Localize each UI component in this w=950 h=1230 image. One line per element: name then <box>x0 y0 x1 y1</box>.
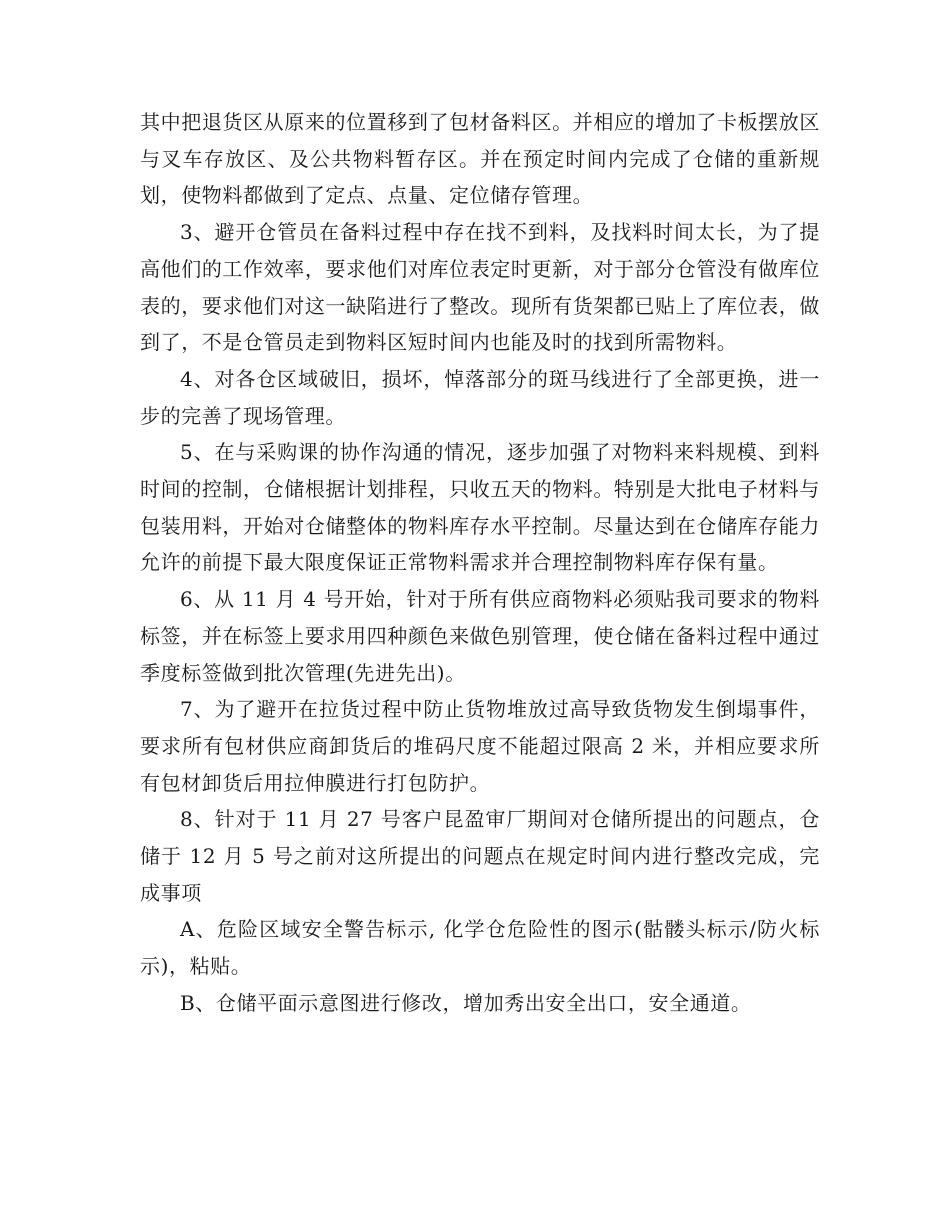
document-body <box>140 104 820 1022</box>
paragraph-item-5: 5、在与采购课的协作沟通的情况，逐步加强了对物料来料规模、到料时间的控制，仓储根据计划排程，只收五天的物料。特别是大批电子材料与包装用料，开始对仓储整体的物料库存水平控制。尽量达到在仓储库存能力允许的前提下最大限度保证正常物料需求并合理控制物料库存保有量。 <box>140 440 820 575</box>
paragraph-item-b: B、仓储平面示意图进行修改，增加秀出安全出口，安全通道。 <box>180 990 752 1015</box>
paragraph-item-7: 7、为了避开在拉货过程中防止货物堆放过高导致货物发生倒塌事件，要求所有包材供应商卸货后的堆码尺度不能超过限高 2 米，并相应要求所有包材卸货后用拉伸膜进行打包防护。 <box>140 697 820 795</box>
paragraph-item-a: A、危险区域安全警告标示, 化学仓危险性的图示(骷髅头标示/防火标示)，粘贴。 <box>140 917 820 979</box>
paragraph-item-6: 6、从 11 月 4 号开始，针对于所有供应商物料必须贴我司要求的物料标签，并在标签上要求用四种颜色来做色别管理，使仓储在备料过程中通过季度标签做到批次管理(先进先出)。 <box>140 587 820 685</box>
paragraph-item-4: 4、对各仓区域破旧，损坏，悼落部分的斑马线进行了全部更换，进一步的完善了现场管理。 <box>140 366 820 428</box>
paragraph-item-3: 3、避开仓管员在备料过程中存在找不到料，及找料时间太长，为了提高他们的工作效率，要求他们对库位表定时更新，对于部分仓管没有做库位表的，要求他们对这一缺陷进行了整改。现所有货架都已贴上了库位表，做到了，不是仓管员走到物料区短时间内也能及时的找到所需物料。 <box>140 220 820 355</box>
paragraph-item-8: 8、针对于 11 月 27 号客户昆盈审厂期间对仓储所提出的问题点，仓储于 12 月 5 号之前对这所提出的问题点在规定时间内进行整改完成，完成事项 <box>140 807 820 905</box>
paragraph-continuation: 其中把退货区从原来的位置移到了包材备料区。并相应的增加了卡板摆放区与叉车存放区、及公共物料暂存区。并在预定时间内完成了仓储的重新规划，使物料都做到了定点、点量、定位储存管理。 <box>140 110 820 208</box>
